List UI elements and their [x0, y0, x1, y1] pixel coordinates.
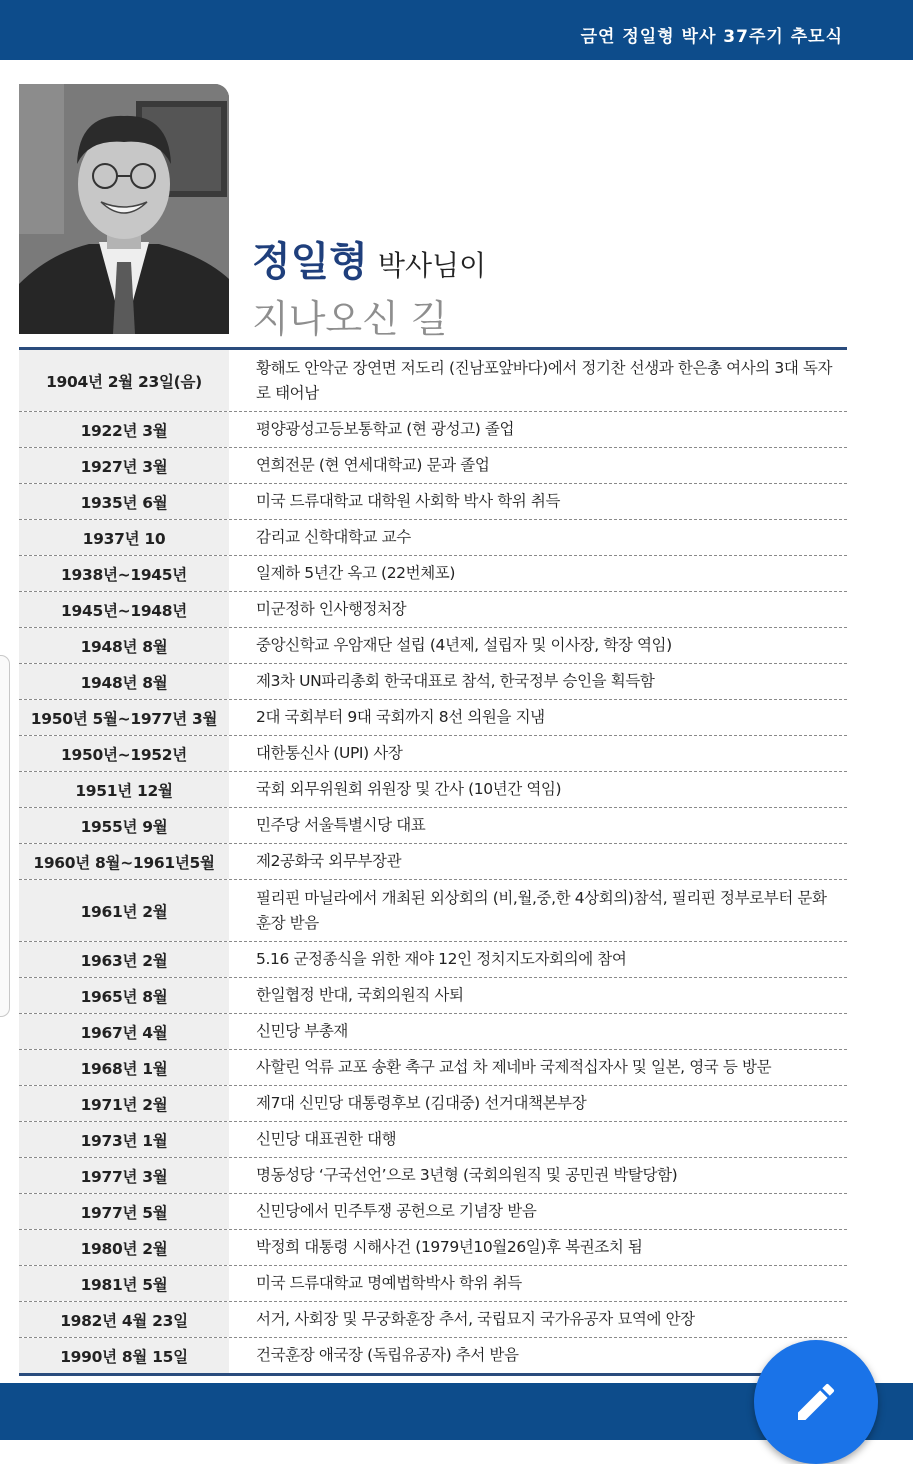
timeline-date: 1981년 5월	[19, 1266, 229, 1301]
timeline-row	[19, 1050, 847, 1086]
timeline-row	[19, 736, 847, 772]
timeline-row	[19, 1194, 847, 1230]
timeline-description: 평양광성고등보통학교 (현 광성고) 졸업	[256, 420, 515, 438]
timeline-description: 연희전문 (현 연세대학교) 문과 졸업	[256, 456, 490, 474]
timeline-row	[19, 1014, 847, 1050]
banner-title: 금연 정일형 박사 37주기 추모식	[580, 27, 843, 47]
heading-suffix: 박사님이	[377, 249, 487, 282]
timeline-row	[19, 942, 847, 978]
timeline-date: 1967년 4월	[19, 1014, 229, 1049]
timeline-description: 필리핀 마닐라에서 개최된 외상회의 (비,월,중,한 4상회의)참석, 필리핀 정부로부터 문화훈장 받음	[256, 888, 827, 932]
timeline-row	[19, 1302, 847, 1338]
timeline-description: 민주당 서울특별시당 대표	[256, 816, 426, 834]
timeline-row	[19, 520, 847, 556]
timeline-date: 1948년 8월	[19, 664, 229, 699]
timeline-description: 박정희 대통령 시해사건 (1979년10월26일)후 복권조치 됨	[256, 1238, 643, 1256]
timeline-date: 1982년 4월 23일	[19, 1302, 229, 1337]
timeline-date: 1973년 1월	[19, 1122, 229, 1157]
timeline-date: 1990년 8월 15일	[19, 1338, 229, 1373]
timeline-row	[19, 808, 847, 844]
timeline-date: 1948년 8월	[19, 628, 229, 663]
timeline-date: 1950년~1952년	[19, 736, 229, 771]
timeline-date: 1935년 6월	[19, 484, 229, 519]
timeline-date: 1971년 2월	[19, 1086, 229, 1121]
timeline-description: 제3차 UN파리총회 한국대표로 참석, 한국정부 승인을 획득함	[256, 672, 655, 690]
timeline-description: 건국훈장 애국장 (독립유공자) 추서 받음	[256, 1346, 519, 1364]
timeline-description: 황해도 안악군 장연면 저도리 (진남포앞바다)에서 정기찬 선생과 한은총 여사의 3대 독자로 태어남	[256, 358, 833, 402]
timeline-date: 1938년~1945년	[19, 556, 229, 591]
timeline-description: 신민당 부총재	[256, 1022, 348, 1040]
timeline-date: 1963년 2월	[19, 942, 229, 977]
timeline-description: 5.16 군정종식을 위한 재야 12인 정치지도자회의에 참여	[256, 950, 627, 968]
side-panel-handle[interactable]	[0, 655, 10, 1017]
timeline-table	[19, 347, 847, 1376]
timeline-description: 신민당에서 민주투쟁 공헌으로 기념장 받음	[256, 1202, 537, 1220]
timeline-row	[19, 880, 847, 942]
timeline-description: 미군정하 인사행정처장	[256, 600, 407, 618]
timeline-date: 1904년 2월 23일(음)	[19, 350, 229, 411]
timeline-description: 한일협정 반대, 국회의원직 사퇴	[256, 986, 464, 1004]
timeline-date: 1965년 8월	[19, 978, 229, 1013]
edit-button[interactable]	[754, 1340, 878, 1464]
timeline-row	[19, 1158, 847, 1194]
timeline-date: 1950년 5월~1977년 3월	[19, 700, 229, 735]
timeline-row	[19, 484, 847, 520]
timeline-date: 1960년 8월~1961년5월	[19, 844, 229, 879]
timeline-row	[19, 1122, 847, 1158]
timeline-row	[19, 772, 847, 808]
timeline-row	[19, 700, 847, 736]
edit-pencil-icon	[792, 1378, 840, 1426]
portrait-photo	[19, 84, 229, 334]
timeline-row	[19, 978, 847, 1014]
top-banner	[0, 0, 913, 60]
timeline-description: 명동성당 ‘구국선언’으로 3년형 (국회의원직 및 공민권 박탈당함)	[256, 1166, 678, 1184]
timeline-row	[19, 1338, 847, 1373]
timeline-description: 일제하 5년간 옥고 (22번체포)	[256, 564, 455, 582]
timeline-description: 대한통신사 (UPI) 사장	[256, 744, 403, 762]
timeline-date: 1980년 2월	[19, 1230, 229, 1265]
timeline-row	[19, 628, 847, 664]
timeline-row	[19, 448, 847, 484]
heading-subtitle: 지나오신 길	[252, 297, 448, 341]
timeline-date: 1945년~1948년	[19, 592, 229, 627]
timeline-description: 제2공화국 외무부장관	[256, 852, 402, 870]
timeline-row	[19, 664, 847, 700]
timeline-description: 미국 드류대학교 명예법학박사 학위 취득	[256, 1274, 522, 1292]
timeline-date: 1927년 3월	[19, 448, 229, 483]
timeline-date: 1955년 9월	[19, 808, 229, 843]
timeline-row	[19, 350, 847, 412]
timeline-description: 제7대 신민당 대통령후보 (김대중) 선거대책본부장	[256, 1094, 587, 1112]
timeline-description: 국회 외무위원회 위원장 및 간사 (10년간 역임)	[256, 780, 562, 798]
timeline-description: 2대 국회부터 9대 국회까지 8선 의원을 지냄	[256, 708, 545, 726]
timeline-date: 1977년 5월	[19, 1194, 229, 1229]
timeline-description: 서거, 사회장 및 무궁화훈장 추서, 국립묘지 국가유공자 묘역에 안장	[256, 1310, 695, 1328]
timeline-row	[19, 1266, 847, 1302]
timeline-date: 1922년 3월	[19, 412, 229, 447]
timeline-row	[19, 412, 847, 448]
timeline-date: 1968년 1월	[19, 1050, 229, 1085]
timeline-description: 신민당 대표권한 대행	[256, 1130, 397, 1148]
timeline-row	[19, 556, 847, 592]
timeline-date: 1961년 2월	[19, 880, 229, 941]
timeline-description: 중앙신학교 우암재단 설립 (4년제, 설립자 및 이사장, 학장 역임)	[256, 636, 672, 654]
timeline-row	[19, 1230, 847, 1266]
person-name: 정일형	[252, 238, 368, 285]
timeline-row	[19, 1086, 847, 1122]
timeline-date: 1951년 12월	[19, 772, 229, 807]
timeline-row	[19, 844, 847, 880]
timeline-description: 감리교 신학대학교 교수	[256, 528, 411, 546]
heading-line-1	[252, 230, 486, 287]
timeline-row	[19, 592, 847, 628]
timeline-description: 사할린 억류 교포 송환 촉구 교섭 차 제네바 국제적십자사 및 일본, 영국 등 방문	[256, 1058, 772, 1076]
timeline-date: 1937년 10	[19, 520, 229, 555]
timeline-description: 미국 드류대학교 대학원 사회학 박사 학위 취득	[256, 492, 561, 510]
timeline-date: 1977년 3월	[19, 1158, 229, 1193]
